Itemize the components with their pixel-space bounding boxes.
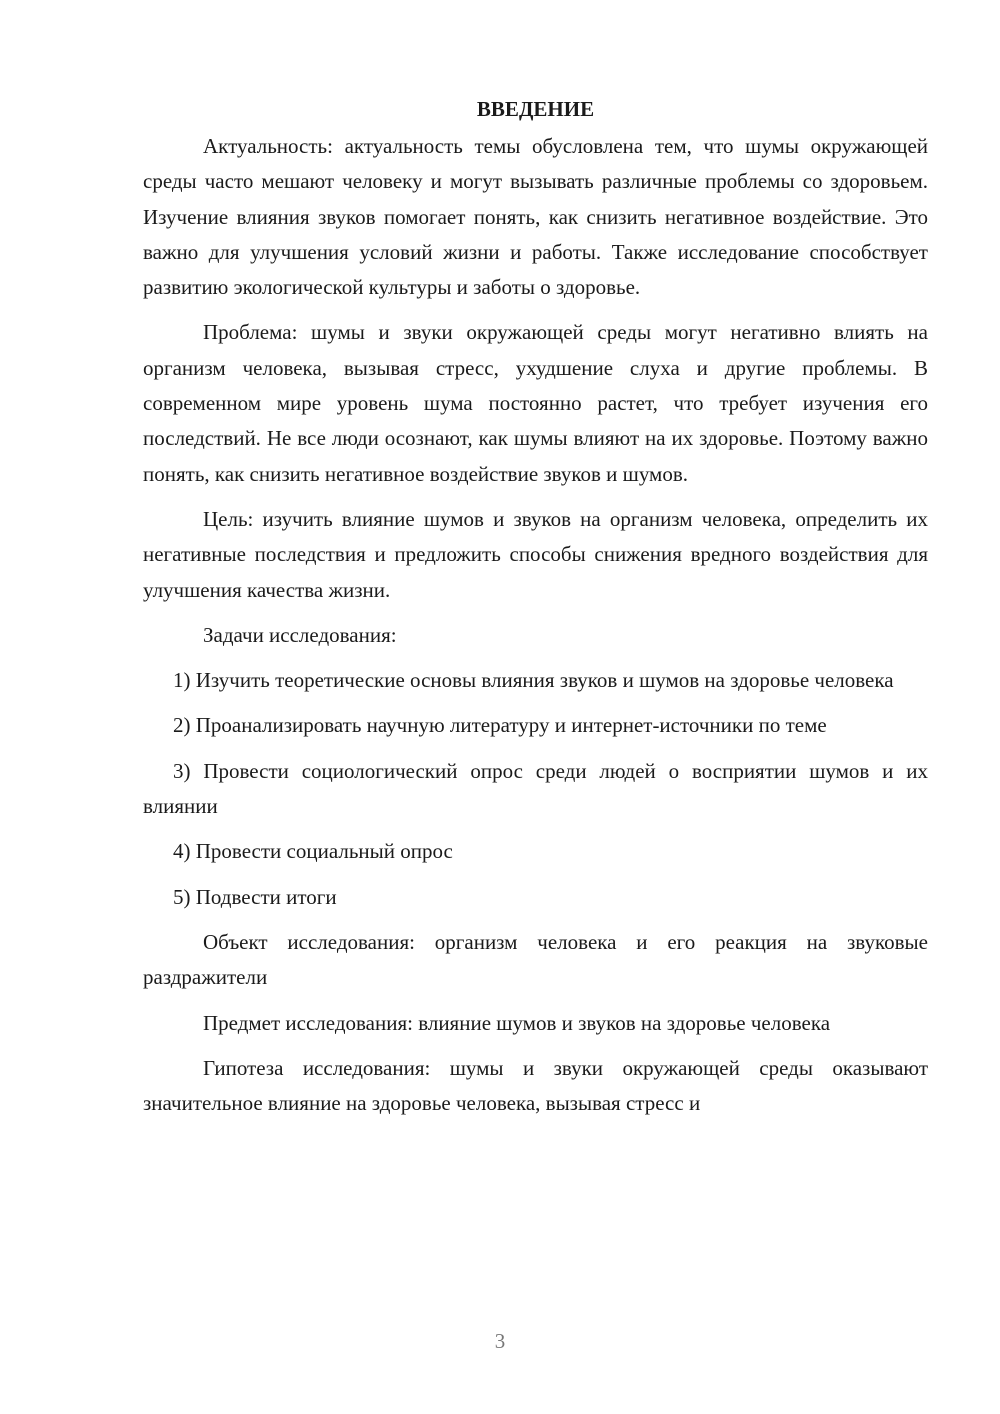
task-item-1: 1) Изучить теоретические основы влияния звуков и шумов на здоровье человека: [173, 668, 894, 693]
paragraph-hypothesis: Гипотеза исследования: шумы и звуки окружающей среды оказывают значительное влияние на здоровье человека, вызывая стресс и: [143, 1055, 928, 1116]
paragraph-object: Объект исследования: организм человека и его реакция на звуковые раздражители: [143, 929, 928, 990]
paragraph-goal: Цель: изучить влияние шумов и звуков на организм человека, определить их негативные последствия и предложить способы снижения вредного воздействия для улучшения качества жизни.: [143, 506, 928, 602]
paragraph-subject: Предмет исследования: влияние шумов и звуков на здоровье человека: [203, 1010, 831, 1035]
task-item-2: 2) Проанализировать научную литературу и интернет-источники по теме: [173, 713, 827, 738]
page-number: 3: [494, 1329, 506, 1353]
tasks-heading: Задачи исследования:: [203, 622, 397, 647]
section-title: ВВЕДЕНИЕ: [476, 97, 595, 121]
document-page: [143, 92, 928, 1131]
paragraph-problem: Проблема: шумы и звуки окружающей среды могут негативно влиять на организм человека, вызывая стресс, ухудшение слуха и другие проблемы. В современном мире уровень шума постоянно растет, что требует изучения его последствий. Не все люди осознают, как шумы влияют на их здоровье. Поэтому важно понять, как снизить негативное воздействие звуков и шумов.: [143, 320, 928, 486]
paragraph-relevance: Актуальность: актуальность темы обусловлена тем, что шумы окружающей среды часто мешают человеку и могут вызывать различные проблемы со здоровьем. Изучение влияния звуков помогает понять, как снизить негативное воздействие. Это важно для улучшения условий жизни и работы. Также исследование способствует развитию экологической культуры и заботы о здоровье.: [143, 134, 928, 300]
task-item-5: 5) Подвести итоги: [173, 884, 337, 909]
task-item-3: 3) Провести социологический опрос среди людей о восприятии шумов и их влиянии: [143, 758, 928, 819]
task-item-4: 4) Провести социальный опрос: [173, 839, 453, 864]
